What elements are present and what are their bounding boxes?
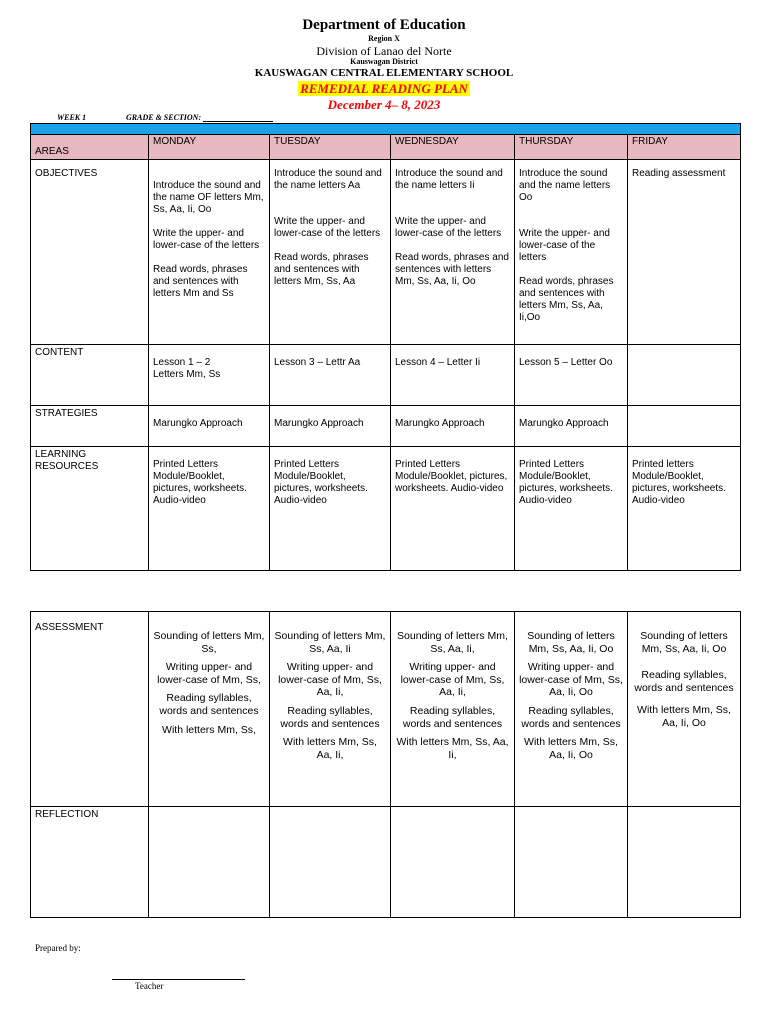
grade-section-blank	[203, 114, 273, 122]
assessment-text: Sounding of letters Mm, Ss, Aa, Ii	[274, 630, 386, 655]
objective-text: Read words, phrases and sentences with letters Mm, Ss, Aa	[274, 252, 369, 287]
objectives-thursday	[515, 160, 628, 345]
plan-table	[30, 123, 741, 571]
strategies-friday	[628, 406, 741, 447]
assessment-text: With letters Mm, Ss, Aa, Ii,	[283, 736, 377, 761]
content-tuesday: Lesson 3 – Lettr Aa	[270, 345, 391, 406]
assessment-text: Writing upper- and lower-case of Mm, Ss, Aa, Ii,	[400, 661, 505, 699]
blue-band	[31, 124, 741, 135]
region-label: Region X	[368, 34, 400, 43]
assessment-text: Reading syllables, words and sentences	[521, 704, 621, 730]
areas-header: AREAS	[31, 135, 149, 160]
grade-section	[126, 113, 273, 122]
objective-text: Write the upper- and lower-case of the letters	[519, 228, 610, 263]
assessment-thursday	[515, 612, 628, 807]
plan-title-text: REMEDIAL READING PLAN	[300, 81, 468, 96]
objectives-monday	[149, 160, 270, 345]
assessment-text: Writing upper- and lower-case of Mm, Ss, Aa, Ii, Oo	[519, 661, 623, 699]
objectives-friday	[628, 160, 741, 345]
strategies-thursday: Marungko Approach	[515, 406, 628, 447]
content-friday	[628, 345, 741, 406]
division-label: Division of Lanao del Norte	[316, 44, 452, 58]
objective-text: Read words, phrases and sentences with letters Mm, Ss, Aa, Ii, Oo	[395, 252, 509, 287]
grade-section-label: GRADE & SECTION:	[126, 113, 202, 122]
assessment-monday	[149, 612, 270, 807]
day-monday: MONDAY	[149, 135, 270, 160]
assessment-text: Reading syllables, words and sentences	[159, 692, 259, 717]
plan-date: December 4– 8, 2023	[327, 97, 441, 112]
assessment-text: Writing upper- and lower-case of Mm, Ss, Aa, Ii,	[278, 661, 382, 699]
reflection-monday	[149, 807, 270, 918]
objective-text: Introduce the sound and the name letters Oo	[519, 168, 611, 203]
day-wednesday: WEDNESDAY	[391, 135, 515, 160]
plan-title	[0, 82, 768, 95]
assessment-text: Sounding of letters Mm, Ss, Aa, Ii,	[397, 630, 508, 655]
assessment-text: Sounding of letters Mm, Ss,	[153, 630, 265, 655]
assessment-text: With letters Mm, Ss,	[162, 723, 256, 736]
resources-tuesday: Printed Letters Module/Booklet, pictures, worksheets. Audio-video	[270, 447, 391, 571]
objective-text: Write the upper- and lower-case of the letters	[274, 216, 381, 239]
resources-friday: Printed letters Module/Booklet, pictures, worksheets. Audio-video	[628, 447, 741, 571]
resources-wednesday: Printed Letters Module/Booklet, pictures, worksheets. Audio-video	[391, 447, 515, 571]
assessment-text: With letters Mm, Ss, Aa, Ii,	[396, 736, 509, 761]
day-tuesday: TUESDAY	[270, 135, 391, 160]
assessment-text: Reading syllables, words and sentences	[280, 704, 380, 730]
assessment-text: Reading syllables, words and sentences	[402, 704, 503, 730]
assessment-text: Reading syllables, words and sentences	[634, 669, 734, 694]
reflection-friday	[628, 807, 741, 918]
blue-band-row	[31, 124, 741, 135]
reflection-thursday	[515, 807, 628, 918]
resources-monday: Printed Letters Module/Booklet, pictures, worksheets. Audio-video	[149, 447, 270, 571]
content-thursday: Lesson 5 – Letter Oo	[515, 345, 628, 406]
content-monday: Lesson 1 – 2 Letters Mm, Ss	[149, 345, 270, 406]
strategies-monday: Marungko Approach	[149, 406, 270, 447]
reflection-tuesday	[270, 807, 391, 918]
objective-text: Introduce the sound and the name letters Aa	[274, 168, 382, 191]
day-friday: FRIDAY	[628, 135, 741, 160]
objective-text: Read words, phrases and sentences with letters Mm and Ss	[153, 264, 248, 299]
school-name: KAUSWAGAN CENTRAL ELEMENTARY SCHOOL	[254, 67, 514, 79]
assessment-wednesday	[391, 612, 515, 807]
learning-resources-label: LEARNING RESOURCES	[31, 447, 149, 571]
resources-thursday: Printed Letters Module/Booklet, pictures, worksheets. Audio-video	[515, 447, 628, 571]
objectives-label: OBJECTIVES	[31, 160, 149, 345]
reflection-label: REFLECTION	[31, 807, 149, 918]
objectives-tuesday	[270, 160, 391, 345]
prepared-by-label: Prepared by:	[35, 943, 81, 953]
assessment-table	[30, 611, 741, 918]
assessment-row	[31, 612, 741, 807]
assessment-text: Writing upper- and lower-case of Mm, Ss,	[157, 661, 261, 686]
assessment-text: Sounding of letters Mm, Ss, Aa, Ii, Oo	[527, 630, 615, 655]
assessment-text: Sounding of letters Mm, Ss, Aa, Ii, Oo	[640, 630, 728, 655]
content-label: CONTENT	[31, 345, 149, 406]
objective-text: Introduce the sound and the name OF letters Mm, Ss, Aa, Ii, Oo	[153, 180, 264, 215]
content-row	[31, 345, 741, 406]
reflection-row	[31, 807, 741, 918]
reflection-wednesday	[391, 807, 515, 918]
week-label: WEEK 1	[57, 113, 87, 122]
assessment-text: With letters Mm, Ss, Aa, Ii, Oo	[524, 736, 618, 761]
assessment-label: ASSESSMENT	[31, 612, 149, 807]
signature-line	[112, 979, 245, 980]
teacher-label: Teacher	[135, 981, 164, 991]
objectives-wednesday	[391, 160, 515, 345]
district-label: Kauswagan District	[350, 57, 418, 66]
assessment-tuesday	[270, 612, 391, 807]
objective-text: Reading assessment	[632, 168, 726, 179]
objective-text: Write the upper- and lower-case of the letters	[153, 228, 260, 251]
strategies-tuesday: Marungko Approach	[270, 406, 391, 447]
content-wednesday: Lesson 4 – Letter Ii	[391, 345, 515, 406]
strategies-wednesday: Marungko Approach	[391, 406, 515, 447]
assessment-text: With letters Mm, Ss, Aa, Ii, Oo	[637, 704, 731, 729]
objective-text: Write the upper- and lower-case of the letters	[395, 216, 502, 239]
objective-text: Read words, phrases and sentences with letters Mm, Ss, Aa, Ii,Oo	[519, 276, 614, 323]
day-thursday: THURSDAY	[515, 135, 628, 160]
learning-resources-row	[31, 447, 741, 571]
days-header-row	[31, 135, 741, 160]
department-title: Department of Education	[302, 17, 466, 33]
strategies-label: STRATEGIES	[31, 406, 149, 447]
strategies-row	[31, 406, 741, 447]
objectives-row	[31, 160, 741, 345]
assessment-friday	[628, 612, 741, 807]
objective-text: Introduce the sound and the name letters Ii	[395, 168, 503, 191]
